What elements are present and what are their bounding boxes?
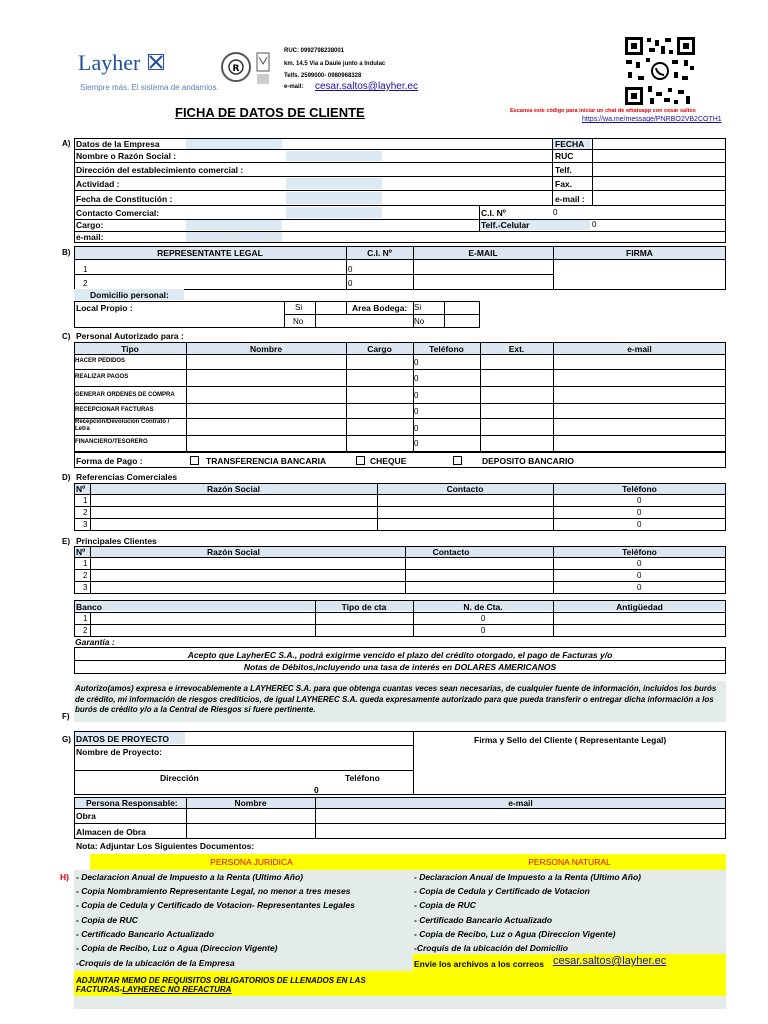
c-row-recepcionar-facturas: RECEPCIONAR FACTURAS [75,407,154,413]
d-row-2-tel: 0 [637,508,642,517]
g-almacen: Almacen de Obra [76,827,146,837]
layher-logo-text: Layher [78,50,141,75]
e-row-1-num: 1 [83,559,88,568]
whatsapp-qr-code-icon[interactable] [624,36,696,106]
section-f-text: Autorizo(amos) expresa e irrevocablemente a LAYHEREC S.A. para que obtenga cuantas veces sean necesarias, de cualquier fuente de información, incluidos los burós de crédito, mi información de riesgos crediticios, de igual LAYHEREC S.A. queda expresamente autorizado para que pueda transferir o entregar dicha información a los burós de crédito y/o a la Central de Riesgos si fuere pertinente. [75,684,717,714]
c-header-tipo: Tipo [121,344,139,354]
company-email-label: e-mail: [284,84,304,90]
g-nota: Nota: Adjuntar Los Siguientes Documentos: [76,841,255,851]
h-memo-line-2 [76,985,231,994]
e-row-2-num: 2 [83,571,88,580]
company-email-link[interactable]: cesar.saltos@layher.ec [315,81,418,92]
rep-row-2-num: 2 [83,279,88,288]
h-natural-1: - Declaracion Anual de Impuesto a la Renta (Ultimo Año) [414,872,642,882]
label-telf: Telf. [555,165,572,175]
h-natural-3: - Copia de RUC [414,900,476,910]
c-header-email: e-mail [627,344,652,354]
g-telefono: Teléfono [345,773,380,783]
e-header-contacto: Contacto [432,547,470,557]
d-header-num: Nº [76,484,86,494]
label-contacto-comercial: Contacto Comercial: [76,208,160,218]
bank-header-numero: N. de Cta. [463,602,503,612]
c-header-ext: Ext. [508,344,525,354]
company-phones: Telfs. 2599000- 0980968328 [284,73,362,79]
h-juridica-5: - Certificado Bancario Actualizado [76,929,215,939]
label-personal-autorizado: Personal Autorizado para : [76,331,184,341]
e-row-3-tel: 0 [637,583,642,592]
section-b-letter: B) [62,248,71,257]
layher-logo [78,50,164,76]
c-phone-6: 0 [414,439,419,448]
g-title: DATOS DE PROYECTO [76,734,170,744]
c-phone-4: 0 [414,407,419,416]
label-ruc: RUC [555,151,574,161]
c-row-realizar-pagos: REALIZAR PAGOS [75,374,129,380]
c-phone-5: 0 [414,424,419,433]
bank-header-antiguedad: Antigüedad [616,602,663,612]
section-h-letter: H) [60,872,69,882]
e-header-razon: Razón Social [207,547,260,557]
option-transferencia: TRANSFERENCIA BANCARIA [206,456,327,466]
h-natural-6: -Croquis de la ubicación del Domicilio [414,943,568,953]
d-header-telefono: Teléfono [622,484,657,494]
accept-line-2: Notas de Débitos,incluyendo una tasa de interés en DOLARES AMERICANOS [243,662,557,672]
label-garantia: Garantía : [75,637,115,647]
g-direccion: Dirección [160,773,199,783]
label-datos-empresa: Datos de la Empresa [76,139,160,149]
g-responsable-label: Persona Responsable: [86,798,178,808]
c-row-hacer-pedidos: HACER PEDIDOS [75,358,126,364]
h-envie-email-link[interactable]: cesar.saltos@layher.ec [553,955,667,967]
g-nombre-proyecto: Nombre de Proyecto: [76,747,162,757]
checkbox-transferencia[interactable] [190,456,199,465]
company-ruc: RUC: 0992798238001 [284,48,345,54]
label-forma-pago: Forma de Pago : [76,456,143,466]
label-email-right: e-mail : [555,194,585,204]
bank-row-1-cta: 0 [481,614,486,623]
value-celular: 0 [592,220,597,229]
e-row-2-tel: 0 [637,571,642,580]
h-natural-4: - Certificado Bancario Actualizado [414,915,553,925]
qr-whatsapp-link[interactable]: https://wa.me/message/PNRBO2VB2COTH1 [582,116,722,123]
header-email: E-MAIL [468,248,498,258]
g-email-header: e-mail [508,798,533,808]
label-razon-social: Nombre o Razón Social : [76,151,177,161]
label-email: e-mail: [76,232,104,242]
h-memo-no-refactura: LAYHEREC NO REFACTURA [122,985,232,994]
bodega-no: No [414,317,425,326]
bank-row-1-num: 1 [83,614,88,623]
header-ci: C.I. Nº [367,248,392,258]
h-envie-label: Envie los archivos a los correos [414,959,544,969]
h-natural-2: - Copia de Cedula y Certificado de Votacion [414,886,590,896]
d-row-2-num: 2 [83,508,88,517]
c-header-cargo: Cargo [367,344,392,354]
company-address: km. 14.5 Via a Daule junto a Indulac [284,61,386,67]
header [0,0,768,130]
rep-row-2-ci: 0 [348,279,353,288]
h-juridica-2: - Copia Nombramiento Representante Legal, no menor a tres meses [76,886,351,896]
option-cheque: CHEQUE [370,456,407,466]
label-fecha: FECHA [555,139,585,149]
d-row-1-tel: 0 [637,496,642,505]
label-fax: Fax. [555,179,573,189]
e-row-1-tel: 0 [637,559,642,568]
bank-row-2-cta: 0 [481,626,486,635]
c-row-financiero: FINANCIERO/TESORERO [75,439,148,445]
layher-logo-mark-icon [148,54,164,70]
c-phone-3: 0 [414,391,419,400]
label-actividad: Actividad : [76,179,120,189]
g-telefono-value: 0 [314,785,319,795]
bank-header-tipo: Tipo de cta [341,602,387,612]
header-firma: FIRMA [626,248,653,258]
header-representante: REPRESENTANTE LEGAL [157,248,263,258]
c-header-nombre: Nombre [249,344,283,354]
label-fecha-constitucion: Fecha de Constitución : [76,194,173,204]
c-row-recepcion-devolucion: Recepcion/Devolucion Contrato / Letra [75,419,170,432]
g-obra: Obra [76,811,96,821]
h-juridica-title: PERSONA JURIDICA [210,857,293,867]
bodega-si: Si [414,303,422,312]
label-direccion: Dirección del establecimiento comercial : [76,165,244,175]
c-phone-2: 0 [414,374,419,383]
section-c-letter: C) [62,332,71,341]
label-celular: Telf.-Celular [481,220,530,230]
h-natural-5: - Copia de Recibo, Luz o Agua (Direccion Vigente) [414,929,616,939]
d-row-3-num: 3 [83,520,88,529]
d-row-1-num: 1 [83,496,88,505]
label-ci: C.I. Nº [481,208,506,218]
label-principales-clientes: Principales Clientes [76,536,157,546]
h-natural-title: PERSONA NATURAL [528,857,611,867]
d-header-contacto: Contacto [446,484,484,494]
value-ci: 0 [553,208,558,217]
option-deposito: DEPOSITO BANCARIO [482,456,574,466]
label-domicilio: Domicilio personal: [90,290,169,300]
label-local-propio: Local Propio : [76,303,133,313]
section-e-letter: E) [62,537,70,546]
h-memo-prefix: FACTURAS- [76,985,123,994]
checkbox-cheque[interactable] [356,456,365,465]
c-phone-1: 0 [414,358,419,367]
section-g-letter: G) [62,735,71,744]
section-a-letter: A) [62,139,71,148]
certification-seal-icon [221,52,251,82]
c-row-ordenes-compra: GENERAR ORDENES DE COMPRA [75,392,175,398]
section-d-letter: D) [62,473,71,482]
rep-row-1-num: 1 [83,265,88,274]
h-juridica-3: - Copia de Cedula y Certificado de Votacion- Representantes Legales [76,900,355,910]
accept-line-1: Acepto que LayherEC S.A., podrá exigirme vencido el plazo del crédito otorgado, el pago de Facturas y/o [187,650,613,660]
e-row-3-num: 3 [83,583,88,592]
svg-text:R: R [232,64,240,74]
label-cargo: Cargo: [76,220,104,230]
e-header-num: Nº [76,547,86,557]
d-row-3-tel: 0 [637,520,642,529]
g-firma-label: Firma y Sello del Cliente ( Representante Legal) [474,735,667,745]
h-juridica-1: - Declaracion Anual de Impuesto a la Renta (Ultimo Año) [76,872,304,882]
section-f-letter: F) [62,712,70,721]
label-area-bodega: Area Bodega: [352,303,408,313]
qr-note: Escanea este código para iniciar un chat de whatsapp con cesar saltos [510,108,696,114]
layher-tagline: Siempre más. El sistema de andamios. [80,83,219,92]
g-nombre-header: Nombre [234,798,267,808]
e-header-telefono: Teléfono [622,547,657,557]
bank-header-banco: Banco [76,602,102,612]
local-no: No [293,317,304,326]
rep-row-1-ci: 0 [348,265,353,274]
local-si: Si [295,303,303,312]
checkbox-deposito[interactable] [453,456,462,465]
label-referencias: Referencias Comerciales [76,472,178,482]
h-juridica-6: - Copia de Recibo, Luz o Agua (Direccion Vigente) [76,943,278,953]
bank-row-2-num: 2 [83,626,88,635]
form-title: FICHA DE DATOS DE CLIENTE [175,105,365,120]
ukas-badge-icon [256,52,270,86]
c-header-telefono: Teléfono [429,344,464,354]
h-juridica-7: -Croquis de la ubicación de la Empresa [76,958,235,968]
h-juridica-4: - Copia de RUC [76,915,138,925]
d-header-razon: Razón Social [207,484,260,494]
h-memo-line-1: ADJUNTAR MEMO DE REQUISITOS OBLIGATORIOS DE LLENADOS EN LAS [76,976,366,985]
